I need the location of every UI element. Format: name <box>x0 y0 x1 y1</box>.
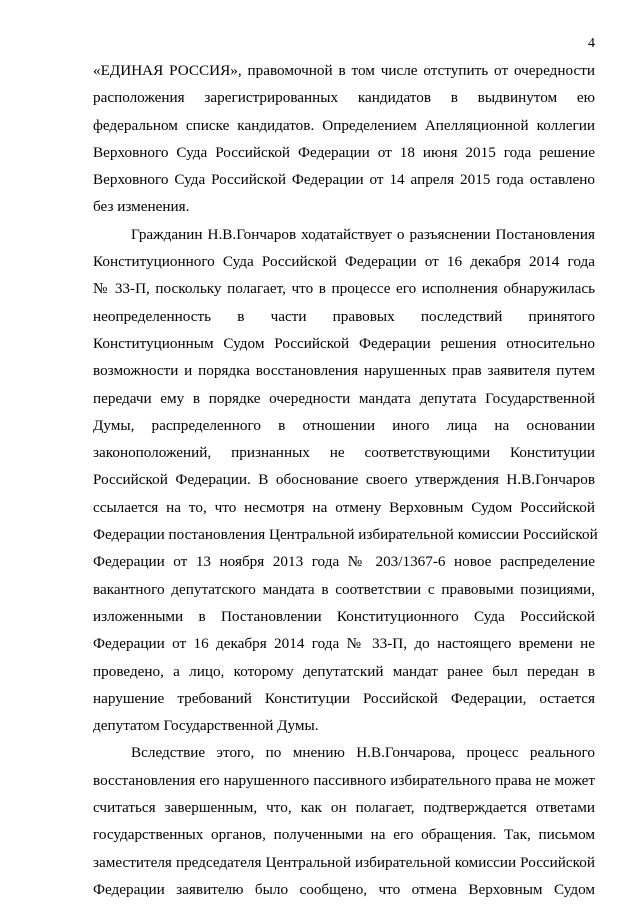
text-line: государственных органов, полученными на его обращения. Так, письмом <box>93 826 595 844</box>
text-line: считаться завершенным, что, как он полагает, подтверждается ответами <box>93 799 595 817</box>
document-body <box>93 57 598 903</box>
text-line: восстановления его нарушенного пассивного избирательного права не может <box>93 771 595 789</box>
text-line: вакантного депутатского мандата в соответствии с правовыми позициями, <box>93 580 595 598</box>
text-line: Гражданин Н.В.Гончаров ходатайствует о разъяснении Постановления <box>131 225 595 243</box>
text-line: депутатом Государственной Думы. <box>93 717 319 735</box>
page-number: 4 <box>588 36 595 51</box>
text-line: Российской Федерации. В обоснование своего утверждения Н.В.Гончаров <box>93 471 595 489</box>
text-line: неопределенность в части правовых последствий принятого <box>93 307 595 325</box>
text-line: заместителя председателя Центральной избирательной комиссии Российской <box>93 853 595 871</box>
text-line: Конституционным Судом Российской Федерации решения относительно <box>93 334 595 352</box>
paragraph <box>93 221 598 740</box>
paragraph <box>93 57 595 221</box>
text-line: Федерации от 13 ноября 2013 года № 203/1367-6 новое распределение <box>93 553 595 571</box>
text-line: расположения зарегистрированных кандидатов в выдвинутом ею <box>93 89 595 107</box>
text-line: Думы, распределенного в отношении иного лица на основании <box>93 416 595 434</box>
text-line: Конституционного Суда Российской Федерации от 16 декабря 2014 года <box>93 253 595 271</box>
text-line: изложенными в Постановлении Конституционного Суда Российской <box>93 607 595 625</box>
text-line: законоположений, признанных не соответствующими Конституции <box>93 444 595 462</box>
text-line: «ЕДИНАЯ РОССИЯ», правомочной в том числе отступить от очередности <box>93 62 595 79</box>
text-line: № 33-П, поскольку полагает, что в процессе его исполнения обнаружилась <box>93 280 595 298</box>
text-line: передачи ему в порядке очередности мандата депутата Государственной <box>93 389 595 407</box>
text-line: ссылается на то, что несмотря на отмену Верховным Судом Российской <box>93 498 595 516</box>
text-line: Верховного Суда Российской Федерации от 18 июня 2015 года решение <box>93 143 595 161</box>
text-line: Федерации от 16 декабря 2014 года № 33-П, до настоящего времени не <box>93 635 595 653</box>
text-line: Федерации постановления Центральной избирательной комиссии Российской <box>93 526 598 544</box>
text-line: Вследствие этого, по мнению Н.В.Гончарова, процесс реального <box>131 744 595 762</box>
paragraph <box>93 739 595 903</box>
text-line: федеральном списке кандидатов. Определением Апелляционной коллегии <box>93 116 595 134</box>
text-line: без изменения. <box>93 198 190 216</box>
text-line: Федерации заявителю было сообщено, что отмена Верховным Судом <box>93 880 595 898</box>
text-line: нарушение требований Конституции Российской Федерации, остается <box>93 689 595 707</box>
text-line: проведено, а лицо, которому депутатский мандат ранее был передан в <box>93 662 595 680</box>
text-line: возможности и порядка восстановления нарушенных прав заявителя путем <box>93 362 595 380</box>
text-line: Верховного Суда Российской Федерации от 14 апреля 2015 года оставлено <box>93 171 595 189</box>
